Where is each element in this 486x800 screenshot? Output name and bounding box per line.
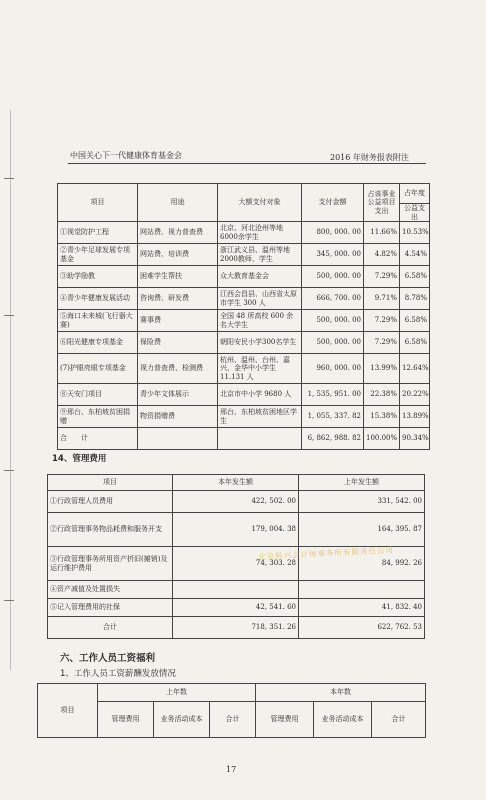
cell-amount: 500, 000. 00 bbox=[302, 310, 364, 332]
cell-amount: 666, 700. 00 bbox=[302, 288, 364, 310]
col-header-biz-cost: 业务活动成本 bbox=[314, 702, 372, 738]
table-row bbox=[58, 244, 430, 266]
cell-use: 赛事费 bbox=[138, 310, 218, 332]
table-row bbox=[58, 406, 430, 428]
cell-item: ⑤记入管理费用的社保 bbox=[48, 599, 173, 617]
cell-current-year: 718, 351. 26 bbox=[173, 617, 299, 639]
header-org: 中国关心下一代健康体育基金会 bbox=[70, 151, 182, 160]
project-expense-table bbox=[57, 183, 430, 450]
cell-amount: 1, 055, 337. 82 bbox=[302, 406, 364, 428]
table-row bbox=[58, 310, 430, 332]
cell-target: 北京、河北沧州等地6000余学生 bbox=[218, 222, 302, 244]
cell-ratio-public: 11.66% bbox=[364, 222, 400, 244]
col-header-amount: 支付金额 bbox=[302, 184, 364, 222]
cell-item: ①行政管理人员费用 bbox=[48, 491, 173, 513]
cell-item: ②青少年足球发展专项基金 bbox=[58, 244, 138, 266]
table-row bbox=[48, 599, 425, 617]
cell-current-year: 179, 004. 38 bbox=[173, 513, 299, 547]
col-header-total: 合计 bbox=[372, 702, 426, 738]
cell-ratio-public: 7.29% bbox=[364, 310, 400, 332]
cell-ratio-year: 6.58% bbox=[400, 310, 430, 332]
table-row bbox=[58, 384, 430, 406]
binding-mark bbox=[4, 470, 14, 471]
auditor-stamp: 北京科兴会计师事务所有限责任公司 bbox=[257, 545, 395, 562]
table-row bbox=[58, 332, 430, 354]
binding-mark bbox=[4, 178, 14, 179]
cell-ratio-year: 13.89% bbox=[400, 406, 430, 428]
cell-use: 视力普查费、检测费 bbox=[138, 354, 218, 384]
cell-previous-year: 84, 992. 26 bbox=[299, 547, 425, 581]
cell-use: 保险费 bbox=[138, 332, 218, 354]
cell-ratio-public: 7.29% bbox=[364, 266, 400, 288]
cell-target: 全国 48 所高校 600 余名大学生 bbox=[218, 310, 302, 332]
cell-amount: 6, 862, 988. 82 bbox=[302, 428, 364, 450]
cell-current-year bbox=[173, 581, 299, 599]
cell-item: (7)护眼亮眼专项基金 bbox=[58, 354, 138, 384]
cell-target bbox=[218, 428, 302, 450]
cell-ratio-year: 4.54% bbox=[400, 244, 430, 266]
cell-amount: 345, 000. 00 bbox=[302, 244, 364, 266]
cell-ratio-public: 13.99% bbox=[364, 354, 400, 384]
cell-use: 咨询费、研发费 bbox=[138, 288, 218, 310]
section-heading-staff-welfare: 六、工作人员工资福利 bbox=[60, 653, 156, 664]
cell-amount: 960, 000. 00 bbox=[302, 354, 364, 384]
col-header-biz-cost: 业务活动成本 bbox=[154, 702, 210, 738]
col-header-item: 项目 bbox=[58, 184, 138, 222]
cell-target: 杭州、温州、台州、嘉兴、金华中小学生 11.131 人 bbox=[218, 354, 302, 384]
col-header-previous-year: 上年发生额 bbox=[299, 475, 425, 491]
cell-target: 众大教育基金会 bbox=[218, 266, 302, 288]
cell-item: ⑤海口未来城(飞行器大赛) bbox=[58, 310, 138, 332]
cell-ratio-public: 15.38% bbox=[364, 406, 400, 428]
table-row bbox=[58, 428, 430, 450]
cell-current-year: 74, 303. 28 bbox=[173, 547, 299, 581]
salary-table bbox=[37, 683, 426, 738]
table-row bbox=[58, 266, 430, 288]
cell-ratio-year: 10.53% bbox=[400, 222, 430, 244]
col-header-use: 用途 bbox=[138, 184, 218, 222]
cell-target: 朝阳安民小学300名学生 bbox=[218, 332, 302, 354]
cell-current-year: 422, 502. 00 bbox=[173, 491, 299, 513]
col-header-mgmt-fee: 管理费用 bbox=[98, 702, 154, 738]
cell-previous-year: 41, 832. 40 bbox=[299, 599, 425, 617]
col-header-item: 项目 bbox=[48, 475, 173, 491]
cell-item: ③助学励教 bbox=[58, 266, 138, 288]
table-row bbox=[48, 617, 425, 639]
cell-previous-year: 622, 762. 53 bbox=[299, 617, 425, 639]
cell-target: 江西会昌县、山西省太原市学生 300 人 bbox=[218, 288, 302, 310]
subsection-heading-salary: 1、工作人员工资薪酬发放情况 bbox=[60, 669, 176, 679]
cell-ratio-year: 12.64% bbox=[400, 354, 430, 384]
cell-use: 网站费、培训费 bbox=[138, 244, 218, 266]
cell-target: 邢台、东柏坡贫困地区学生 bbox=[218, 406, 302, 428]
header-doc-title: 2016 年财务报表附注 bbox=[330, 153, 409, 162]
cell-ratio-year: 8.78% bbox=[400, 288, 430, 310]
table-row bbox=[48, 581, 425, 599]
cell-ratio-year: 6.58% bbox=[400, 332, 430, 354]
cell-ratio-public: 7.29% bbox=[364, 332, 400, 354]
cell-ratio-year: 20.22% bbox=[400, 384, 430, 406]
col-header-ratio-public: 占该事业公益项目支出 bbox=[364, 184, 400, 222]
table-row bbox=[58, 222, 430, 244]
cell-target: 浙江武义县、温州等地2000教师、学生 bbox=[218, 244, 302, 266]
cell-previous-year: 164, 395. 87 bbox=[299, 513, 425, 547]
cell-target: 北京市中小学 9680 人 bbox=[218, 384, 302, 406]
cell-current-year: 42, 541. 60 bbox=[173, 599, 299, 617]
cell-ratio-year: 6.58% bbox=[400, 266, 430, 288]
cell-item: ②行政管理事务物品耗费和服务开支 bbox=[48, 513, 173, 547]
cell-ratio-public: 22.38% bbox=[364, 384, 400, 406]
header-rule bbox=[68, 163, 426, 164]
cell-ratio-public: 100.00% bbox=[364, 428, 400, 450]
col-header-total: 合计 bbox=[210, 702, 256, 738]
col-header-mgmt-fee: 管理费用 bbox=[256, 702, 314, 738]
page-number: 17 bbox=[226, 765, 237, 774]
cell-use: 困难学生帮扶 bbox=[138, 266, 218, 288]
col-header-prev-year-group: 上年数 bbox=[98, 684, 256, 702]
cell-use: 青少年文体展示 bbox=[138, 384, 218, 406]
cell-item: ④青少年健康发展活动 bbox=[58, 288, 138, 310]
cell-previous-year: 331, 542. 00 bbox=[299, 491, 425, 513]
col-header-ratio-year: 占年度 bbox=[400, 184, 430, 204]
cell-item: ⑨邢台、东柏坡贫困捐赠 bbox=[58, 406, 138, 428]
table-row bbox=[48, 491, 425, 513]
cell-item: ①视觉防护工程 bbox=[58, 222, 138, 244]
col-header-ratio-year-sub: 公益支出 bbox=[400, 204, 430, 222]
cell-item: ③行政管理事务所用资产折旧(摊销)及运行维护费用 bbox=[48, 547, 173, 581]
cell-amount: 800, 000. 00 bbox=[302, 222, 364, 244]
cell-item: ⑥阳光健康专项基金 bbox=[58, 332, 138, 354]
col-header-target: 大额支付对象 bbox=[218, 184, 302, 222]
table-row bbox=[58, 288, 430, 310]
cell-ratio-year: 90.34% bbox=[400, 428, 430, 450]
cell-use bbox=[138, 428, 218, 450]
cell-ratio-public: 4.82% bbox=[364, 244, 400, 266]
col-header-current-year: 本年发生额 bbox=[173, 475, 299, 491]
cell-item: 合计 bbox=[48, 617, 173, 639]
table-row bbox=[48, 513, 425, 547]
cell-use: 物资捐赠费 bbox=[138, 406, 218, 428]
cell-ratio-public: 9.71% bbox=[364, 288, 400, 310]
section-heading-admin-expenses: 14、管理费用 bbox=[52, 454, 107, 464]
binding-mark bbox=[4, 600, 14, 601]
cell-amount: 1, 535, 951. 00 bbox=[302, 384, 364, 406]
cell-item: ⑧天安门项目 bbox=[58, 384, 138, 406]
table-row bbox=[58, 354, 430, 384]
col-header-this-year-group: 本年数 bbox=[256, 684, 426, 702]
cell-use: 网站费、视力普查费 bbox=[138, 222, 218, 244]
cell-item: ④资产减值及处置损失 bbox=[48, 581, 173, 599]
binding-mark bbox=[4, 315, 14, 316]
cell-amount: 500, 000. 00 bbox=[302, 266, 364, 288]
cell-previous-year bbox=[299, 581, 425, 599]
binder-line bbox=[10, 110, 11, 670]
col-header-item: 项目 bbox=[38, 684, 98, 738]
cell-item: 合 计 bbox=[58, 428, 138, 450]
cell-amount: 500, 000. 00 bbox=[302, 332, 364, 354]
